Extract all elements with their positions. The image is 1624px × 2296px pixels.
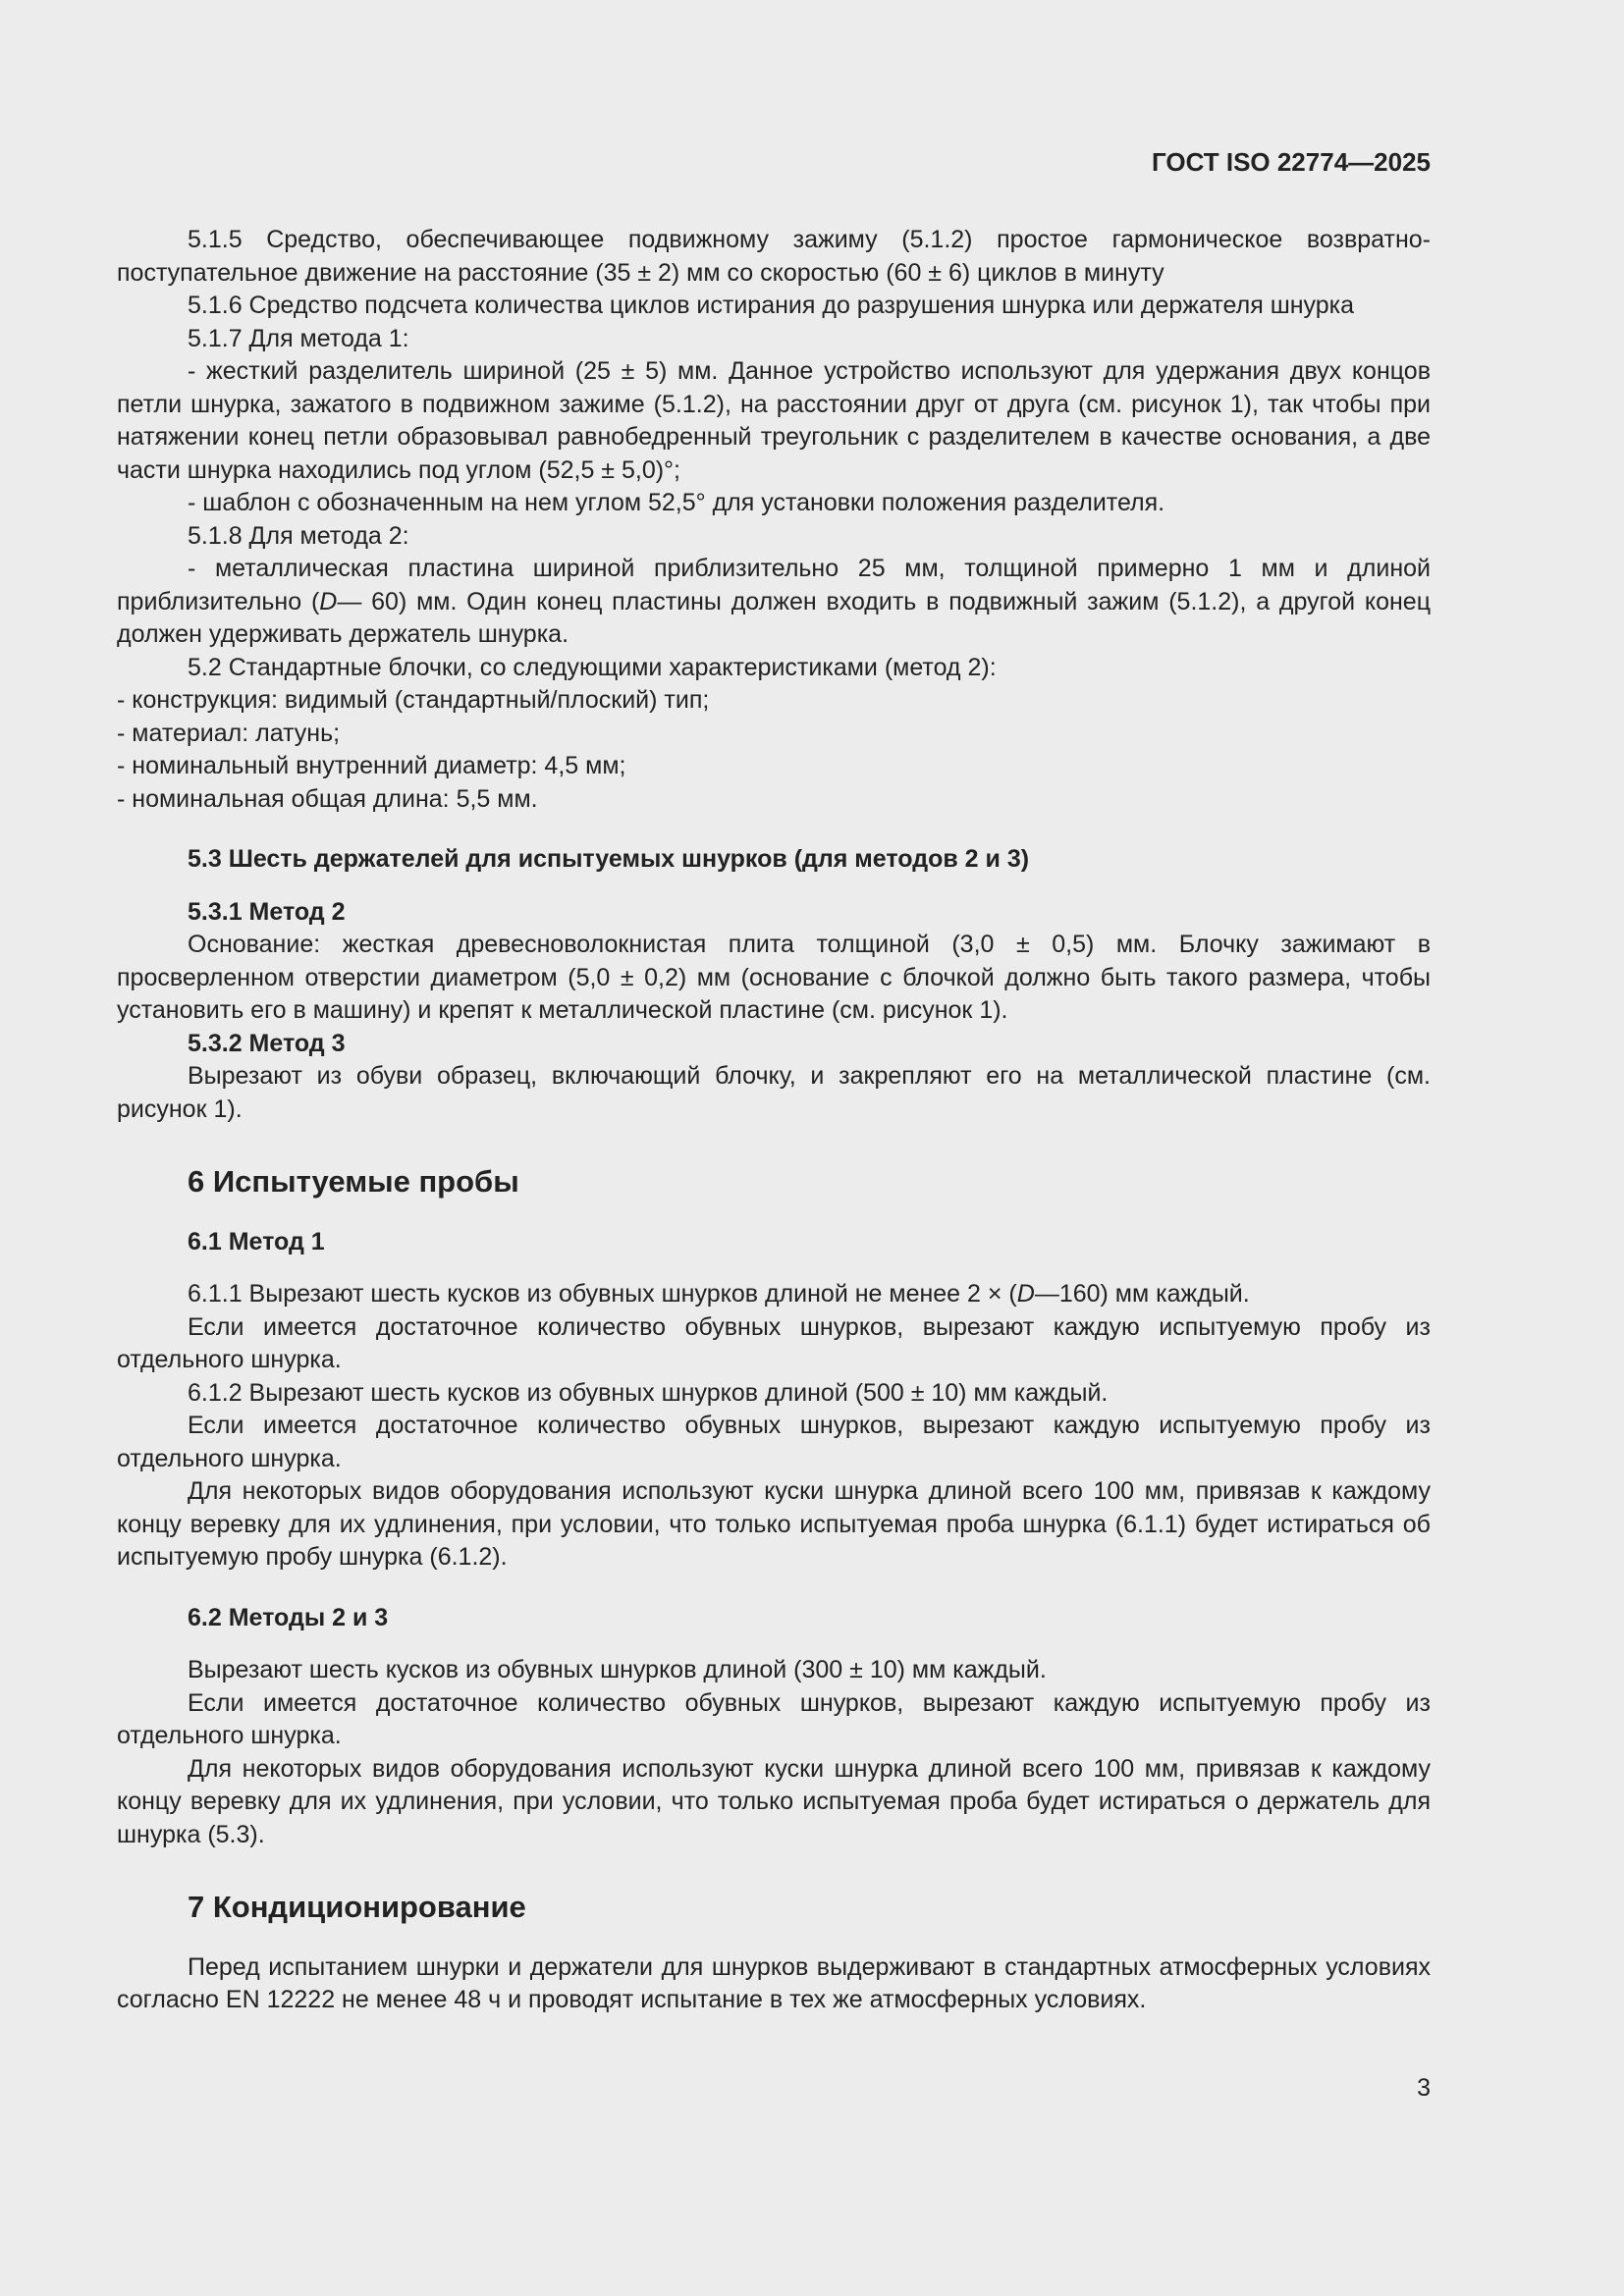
clause-5-1-8: 5.1.8 Для метода 2: — [188, 521, 409, 550]
heading-5-3-2: 5.3.2 Метод 3 — [188, 1029, 346, 1057]
clause-7-text: Перед испытанием шнурки и держатели для шнурков выдерживают в стандартных атмосферных условиях согласно EN 12222 не менее 48 ч и проводят испытание в тех же атмосферных условиях. — [117, 1952, 1431, 2013]
clause-5-1-7-item-b: - шаблон с обозначенным на нем углом 52,5° для установки положения разделителя. — [188, 489, 1165, 516]
clause-5-1-7: 5.1.7 Для метода 1: — [188, 324, 409, 352]
clause-5-1-6: 5.1.6 Средство подсчета количества циклов истирания до разрушения шнурка или держателя шнурка — [188, 292, 1355, 319]
document-code-header: ГОСТ ISO 22774—2025 — [1151, 147, 1431, 177]
clause-5-2-item-a: - конструкция: видимый (стандартный/плоский) тип; — [117, 686, 710, 714]
section-6-heading: 6 Испытуемые пробы — [188, 1164, 519, 1199]
content — [117, 224, 1431, 2017]
clause-5-2-item-d: - номинальная общая длина: 5,5 мм. — [117, 784, 538, 813]
clause-6-1-2: 6.1.2 Вырезают шесть кусков из обувных шнурков длиной (500 ± 10) мм каждый. — [188, 1378, 1109, 1407]
clause-5-1-5: 5.1.5 Средство, обеспечивающее подвижному зажиму (5.1.2) простое гармоническое возвратно-поступательное движение на расстояние (35 ± 2) мм со скоростью (60 ± 6) циклов в минуту — [117, 226, 1431, 287]
text-run: — 60) мм. Один конец пластины должен входить в подвижный зажим (5.1.2), а другой конец должен удерживать держатель шнурка. — [117, 587, 1432, 648]
clause-6-1-2-equipment: Для некоторых видов оборудования используют куски шнурка длиной всего 100 мм, привязав к каждому концу веревку для их удлинения, при условии, что только испытуемая проба шнурка (6.1.1) будет истираться об испытуемую пробу шнурка (6.1.2). — [117, 1477, 1431, 1571]
heading-5-3: 5.3 Шесть держателей для испытуемых шнурков (для методов 2 и 3) — [188, 845, 1030, 873]
heading-5-3-1: 5.3.1 Метод 2 — [188, 897, 346, 926]
italic-d: D — [319, 587, 338, 615]
text-run: —160) мм каждый. — [1034, 1280, 1250, 1308]
text-run: - металлическая пластина шириной приблизительно 25 мм, толщиной примерно 1 мм и длиной приблизительно ( — [117, 555, 1431, 615]
clause-5-2-item-c: - номинальный внутренний диаметр: 4,5 мм; — [117, 752, 626, 779]
page-number: 3 — [1417, 2074, 1431, 2102]
clause-6-1-1 — [117, 1278, 1431, 1311]
clause-5-2: 5.2 Стандартные блочки, со следующими характеристиками (метод 2): — [188, 653, 997, 681]
section-7-heading: 7 Кондиционирование — [188, 1890, 526, 1924]
clause-6-1-1-note: Если имеется достаточное количество обувных шнурков, вырезают каждую испытуемую пробу из отдельного шнурка. — [117, 1312, 1431, 1373]
clause-5-1-8-item-a — [117, 553, 1431, 652]
clause-6-1-2-note: Если имеется достаточное количество обувных шнурков, вырезают каждую испытуемую пробу из отдельного шнурка. — [117, 1412, 1431, 1472]
clause-6-2-note: Если имеется достаточное количество обувных шнурков, вырезают каждую испытуемую пробу из отдельного шнурка. — [117, 1688, 1431, 1749]
clause-5-2-item-b: - материал: латунь; — [117, 719, 341, 747]
clause-6-2-text: Вырезают шесть кусков из обувных шнурков длиной (300 ± 10) мм каждый. — [188, 1656, 1047, 1683]
heading-6-1: 6.1 Метод 1 — [188, 1227, 325, 1255]
text-run: 6.1.1 Вырезают шесть кусков из обувных шнурков длиной не менее 2 × ( — [188, 1280, 1017, 1308]
clause-6-2-equipment: Для некоторых видов оборудования используют куски шнурка длиной всего 100 мм, привязав к каждому концу веревку для их удлинения, при условии, что только испытуемая проба будет истираться о держатель для шнурка (5.3). — [117, 1754, 1431, 1848]
italic-d: D — [1016, 1280, 1035, 1308]
clause-5-1-7-item-a: - жесткий разделитель шириной (25 ± 5) мм. Данное устройство используют для удержания двух концов петли шнурка, зажатого в подвижном зажиме (5.1.2), на расстоянии друг от друга (см. рисунок 1), так чтобы при натяжении конец петли образовывал равнобедренный треугольник с разделителем в качестве основания, а две части шнурка находились под углом (52,5 ± 5,0)°; — [117, 357, 1431, 484]
clause-5-3-1-text: Основание: жесткая древесноволокнистая плита толщиной (3,0 ± 0,5) мм. Блочку зажимают в просверленном отверстии диаметром (5,0 ± 0,2) мм (основание с блочкой должно быть такого размера, чтобы установить его в машину) и крепят к металлической пластине (см. рисунок 1). — [117, 931, 1431, 1024]
clause-5-3-2-text: Вырезают из обуви образец, включающий блочку, и закрепляют его на металлической пластине (см. рисунок 1). — [117, 1062, 1431, 1123]
heading-6-2: 6.2 Методы 2 и 3 — [188, 1603, 389, 1631]
